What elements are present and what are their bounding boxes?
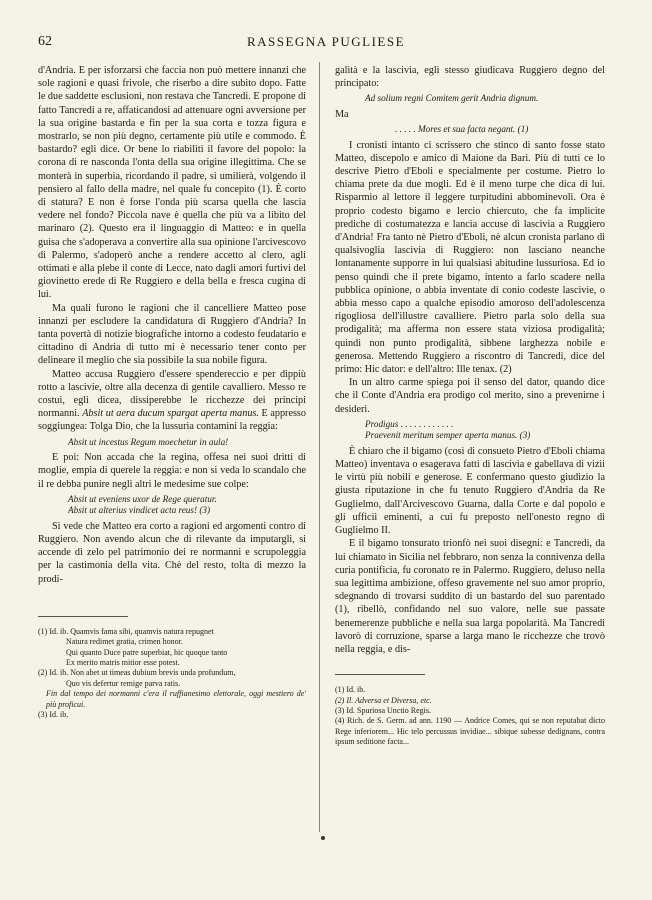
latin-quote: Praevenit meritum semper aperta manus. (3) xyxy=(365,430,531,441)
footnote: (1) Id. ib. xyxy=(335,685,366,695)
latin-quote: Ad solium regni Comitem gerit Andria dignum. xyxy=(365,93,539,104)
footnote: (3) Id. ib. xyxy=(38,710,69,720)
footnote: (2) Il. Adversa et Diversa, etc. xyxy=(335,695,432,705)
right-column xyxy=(335,64,605,748)
paragraph xyxy=(38,368,306,434)
footnote: (1) Id. ib. Quamvis fama sibi, quamvis natura repugnet xyxy=(38,626,214,636)
latin-quote: Prodigus . . . . . . . . . . . . xyxy=(365,418,454,429)
footnote-line: Qui quanto Duce patre superbiat, hic quoque tanto xyxy=(66,647,228,657)
footnote-line: Natura redimet gratia, crimen honor. xyxy=(66,637,183,647)
running-header xyxy=(38,34,614,50)
latin-quote: Absit ut incestus Regum moechetur in aula! xyxy=(68,436,229,447)
footnote: (2) Id. ib. Non abet ut timeas dubium brevis unda profundum, xyxy=(38,668,236,678)
paragraph: I cronisti intanto ci scrissero che stinco di santo fosse stato Matteo, discepolo e amico di Maione da Bari. Più di tutti ce lo descrive Pietro d'Eboli e specialmente per costume. Pietro lo chiama prete da due mogli. Ed è il meno turpe che dica di lui. Risparmio al lettore il leggere turpitudini abbominevoli. Ora è proprio codesto bigamo e lercio chiercuto, che fa implicite prediche di costumatezza e lancia accuse di lascivia a Ruggiero d'Andria! Fra tanto nè Pietro d'Eboli, nè alcun cronista parlano di qualsivoglia lascivia di Ruggiero: non lasciano neanche lontanamente supporre in lui qualsiasi abitudine lussuriosa. Ed io penso quindi che il prete bigamo, intento a farlo scadere nella pubblica opinione, o abbia inventate di conio codeste lascivie, o abbia messo capo a qualche episodio amoroso dell'adolescenza rigogliosa dell'illustre cavalliere. Pietro parla solo della sua prodigalità; ma afferma non essere stata viziosa prodigalità; quindi non punto prodigalità, sibbene larghezza nobile e generosa. Mettendo Ruggiero a riscontro di Tancredi, dice del primo: Hic dator: e dell'altro: Ille tenax. (2) xyxy=(335,139,605,376)
footnote: (4) Rich. de S. Germ. ad ann. 1190 — Andrice Comes, qui se non reputabat dicto Rege inferiorem... Hic telo percussus invidiae... sibique subesse dedignans, contra ipsum seditione facta... xyxy=(335,716,605,747)
paragraph: E il bigamo tonsurato trionfò nei suoi disegni: e Tancredi, da lui chiamato in Sicilia nel febbraro, non senza la connivenza della curia pontificia, fu coronato re in Palermo. Ruggiero, deluso nella sua legittima ambizione, offeso gravemente nel suo amor proprio, sdegnando di trovarsi suddito di un bastardo del suo parentado (1), ribellò, confidando nel suo valore, nelle sue passate benemerenze pubbliche e nella sua larga popolarità. Ma Tancredi lavorò di corruzione, sparse a larga mano le ricchezze che trovò nella reggia, e dis- xyxy=(335,538,605,655)
paragraph-text: E appresso soggiungea: Tolga Dio, che la lussuria contamini la reggia: xyxy=(38,408,306,433)
column-divider xyxy=(319,62,320,832)
latin-quote: . . . . . Mores et sua facta negant. (1) xyxy=(395,124,529,135)
journal-title: RASSEGNA PUGLIESE xyxy=(246,34,406,49)
page-ornament xyxy=(321,836,325,840)
page-number: 62 xyxy=(38,34,52,49)
left-column xyxy=(38,64,306,720)
latin-quote: Absit ut alterius vindicet acta reus! (3) xyxy=(68,505,211,516)
footnote-note: Fin dal tempo dei normanni c'era il ruffianesimo elettorale, oggi mestiero de' più proficui. xyxy=(46,689,306,709)
footnote-rule xyxy=(335,674,425,675)
paragraph: d'Andria. E per isforzarsi che faccia non può mettere innanzi che sole ragioni e quasi frivole, che riserbo a dire subito dopo. Fatte le due saddette esclusioni, non restava che Tancredi. E propone di fatto Tancredi a re, affaticandosi ad attenuare ogni avversione per la sua origine bastarda e fin per la sua corta e tozza figura e mostrarlo, se non più degno, certamente più utile e commodo. È bastardo? egli dice. Or bene lo riabiliti il favore del popolo: la corona di re nasconda l'onta della sua origine illegittima. Che se monterà in superbia, ricordando il padre, si umilierà, volgendo il pensiero al fallo della madre, nel quale fu concepito (1). È corto di statura? E non è forse l'onda più scarsa quella che lascia vedere nel fondo? Piccola nave è quella che più va a libito del marinaro (2). Questo era il linguaggio di Matteo: e in quella guisa che s'adoperava a convertire alla sua opinione l'arcivescovo di Palermo, s'adoperò anche a rendere accetto al clero, agli ottimati e alla plebe il conte di Lecce, nato dagli amori furtivi del giovinetto erede di Re Ruggiero e della bella e fresca cugina di lui. xyxy=(38,65,306,301)
paragraph: E poi: Non accada che la regina, offesa nei suoi dritti di moglie, empia di querele la reggia: e non si veda lo scandalo che il re debba punire negli altri le medesime sue colpe: xyxy=(38,452,306,490)
paragraph: In un altro carme spiega poi il senso del dator, quando dice che il Conte d'Andria era prodigo col merito, sino a prevenirne i desideri. xyxy=(335,377,605,415)
paragraph: Ma quali furono le ragioni che il cancelliere Matteo pose innanzi per escludere la candidatura di Ruggiero d'Andria? In tanta povertà di notizie biografiche intorno a codesto feudatario e cittadino di Andria di tutto mi è necessario tener conto per delineare il meglio che sia possibile la sua nobile figura. xyxy=(38,302,306,367)
latin-inline: Absit ut aera ducum spargat aperta manus. xyxy=(82,408,259,420)
paragraph-text: Matteo accusa Ruggiero d'essere spendereccio e per dippiù rotto a lascivie, oltre alla decenza di gentile cavalliero. Messo re costui, egli dicea, dissiperebbe le ricchezze dei principi normanni. xyxy=(38,368,306,420)
paragraph: Ma xyxy=(335,108,349,120)
latin-quote: Absit ut eveniens uxor de Rege queratur. xyxy=(68,493,217,504)
footnote: (3) Id. Spuriosa Unctio Regis. xyxy=(335,705,431,715)
footnote-rule xyxy=(38,616,128,617)
paragraph: galità e la lascivia, egli stesso giudicava Ruggiero degno del principato: xyxy=(335,65,605,90)
footnote-line: Quo vis defertur remige parva ratis. xyxy=(66,678,181,688)
paragraph: È chiaro che il bigamo (così di consueto Pietro d'Eboli chiama Matteo) inventava o esagerava fatti di lascivia e gabellava di vizii le virtù più nobili e generose. E confermano questo giudizio la giusta riputazione in che fu tenuto Ruggiero d'Andria da Re Guglielmo, dall'Arcivescovo Guarna, dalla Corte e dal popolo e gli ufficii eminenti, a cui fu preposto nell'onesto regno di Guglielmo II. xyxy=(335,445,605,537)
paragraph: Si vede che Matteo era corto a ragioni ed argomenti contro di Ruggiero. Non avendo alcun che di rilevante da imputargli, si accende di zelo pel patrimonio dei re normanni e scrupoleggia per la castimonia della vita. Chè del resto, tolta di mezzo la prodi- xyxy=(38,520,306,585)
footnote-line: Ex merito matris mitior esse potest. xyxy=(66,658,180,668)
